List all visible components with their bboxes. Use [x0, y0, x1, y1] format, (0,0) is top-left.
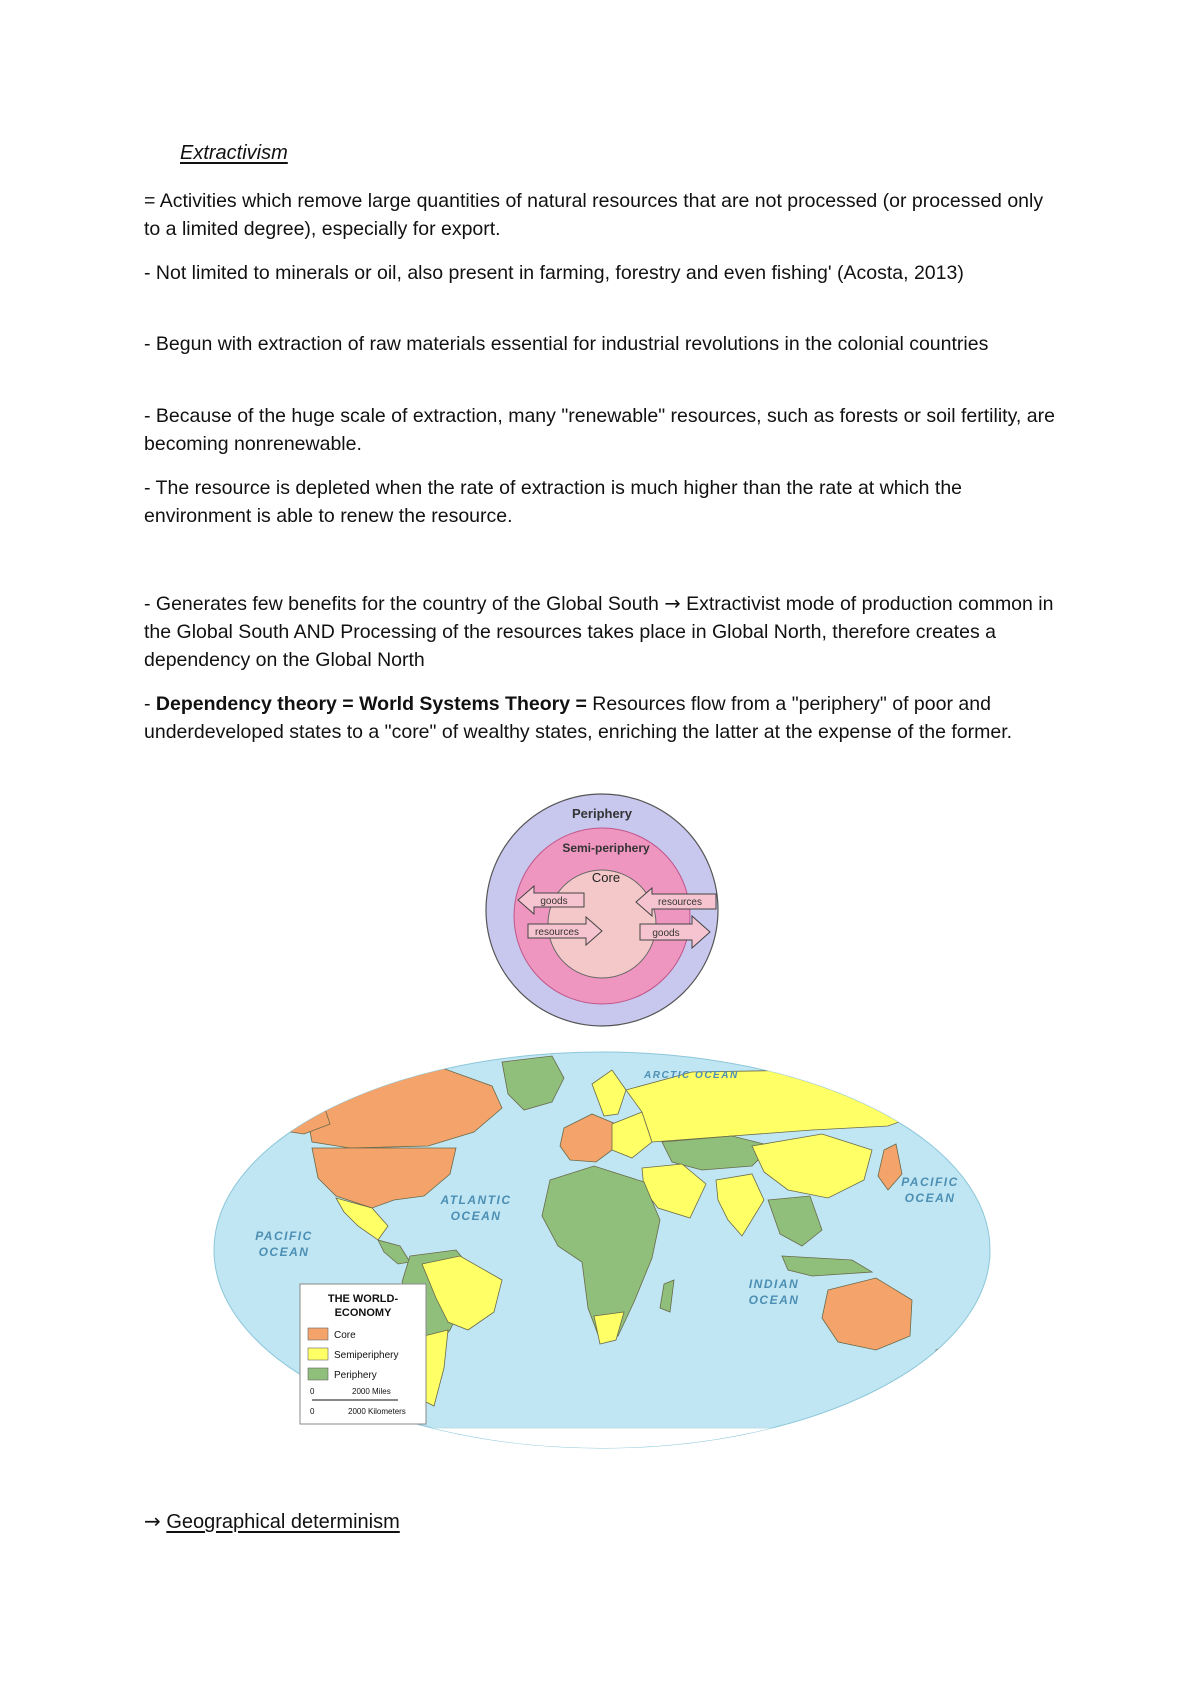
antarctica — [212, 1428, 992, 1450]
ocean-label: OCEAN — [904, 1191, 956, 1205]
legend-label: Semiperiphery — [334, 1350, 399, 1361]
bullet-paragraph — [144, 590, 1064, 674]
ocean-label: OCEAN — [258, 1245, 310, 1259]
bullet-paragraph: - Begun with extraction of raw materials essential for industrial revolutions in the colonial countries — [144, 333, 989, 355]
paragraph-text: Extractivist mode of production common in the Global South AND Processing of the resources takes place in Global North, therefore creates a dependency on the Global North — [144, 593, 1054, 671]
periphery-label: Periphery — [572, 806, 632, 821]
geographical-determinism-line — [144, 1509, 400, 1534]
definition-paragraph: = Activities which remove large quantities of natural resources that are not processed (or processed only to a limited degree), especially for export. — [144, 190, 1044, 240]
legend-title: ECONOMY — [334, 1307, 392, 1319]
arrow-label-resources: resources — [658, 897, 702, 908]
legend-swatch-periphery — [308, 1368, 328, 1380]
right-arrow-icon: → — [664, 592, 681, 615]
right-arrow-icon: → — [144, 1509, 161, 1533]
paragraph-text: - Generates few benefits for the country of the Global South — [144, 593, 659, 615]
legend-label: Core — [334, 1330, 356, 1341]
world-systems-diagram — [484, 792, 720, 1028]
semi-periphery-label: Semi-periphery — [562, 841, 650, 855]
map-legend — [300, 1284, 426, 1424]
bullet-paragraph: - The resource is depleted when the rate of extraction is much higher than the rate at which the environment is able to renew the resource. — [144, 477, 963, 527]
paragraph-text: Resources flow from a "periphery" of poor and underdeveloped states to a "core" of wealthy states, enriching the latter at the expense of the former. — [144, 693, 1013, 743]
section-heading: Extractivism — [180, 142, 288, 164]
paragraph-dash: - — [144, 693, 156, 715]
ocean-label: OCEAN — [450, 1209, 502, 1223]
bullet-paragraph: - Because of the huge scale of extraction, many "renewable" resources, such as forests or soil fertility, are becoming nonrenewable. — [144, 405, 1055, 455]
legend-swatch-core — [308, 1328, 328, 1340]
legend-title: THE WORLD- — [327, 1293, 399, 1305]
ocean-label: ATLANTIC — [440, 1193, 512, 1207]
geographical-determinism-link[interactable]: Geographical determinism — [166, 1511, 400, 1533]
scale-label: 2000 Kilometers — [348, 1407, 406, 1416]
scale-label: 2000 Miles — [352, 1387, 391, 1396]
scale-label: 0 — [310, 1387, 315, 1396]
arrow-label-goods: goods — [540, 896, 568, 907]
scale-label: 0 — [310, 1407, 315, 1416]
legend-label: Periphery — [334, 1370, 377, 1381]
ocean-label: PACIFIC — [901, 1175, 959, 1189]
arrow-label-goods: goods — [652, 928, 680, 939]
ocean-label: PACIFIC — [255, 1229, 313, 1243]
bold-term: Dependency theory = World Systems Theory = — [155, 693, 587, 715]
arrow-label-resources: resources — [535, 927, 579, 938]
ocean-label: ARCTIC OCEAN — [644, 1070, 739, 1081]
bullet-paragraph — [144, 690, 1064, 746]
ocean-label: INDIAN — [748, 1277, 800, 1291]
world-economy-map — [212, 1050, 992, 1450]
bullet-paragraph: - Not limited to minerals or oil, also present in farming, forestry and even fishing' (Acosta, 2013) — [144, 262, 964, 284]
ocean-label: OCEAN — [748, 1293, 800, 1307]
legend-swatch-semiperiphery — [308, 1348, 328, 1360]
core-label: Core — [591, 870, 621, 885]
